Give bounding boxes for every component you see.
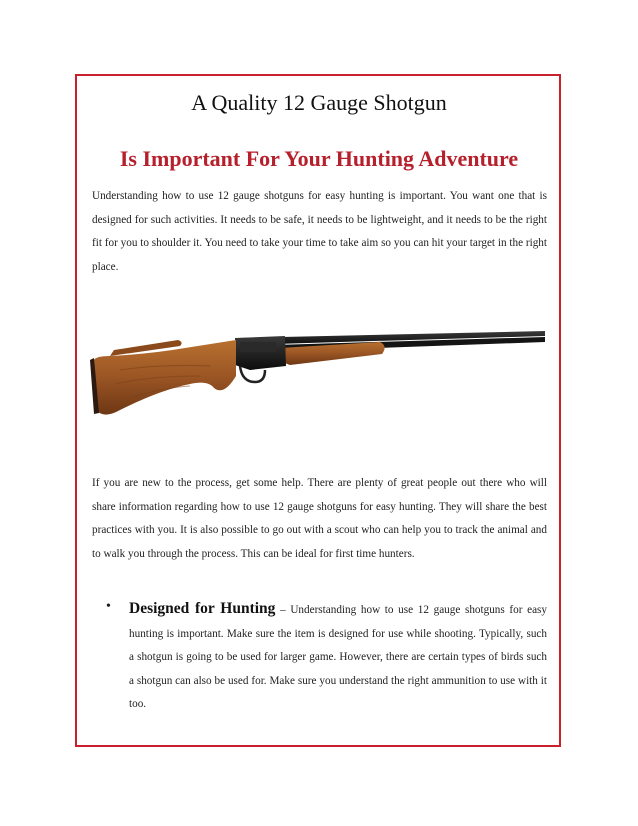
bullet-text	[129, 597, 547, 717]
bullet-body: Understanding how to use 12 gauge shotguns for easy hunting is important. Make sure the item is designed for use while shooting. Typically, such a shotgun is going to be used for larger game. However, there are certain types of birds such a shotgun can also be used for. Make sure you understand the right ammunition to use with it too.	[129, 604, 548, 710]
bullet-heading: Designed for Hunting	[129, 600, 276, 617]
paragraph-intro: Understanding how to use 12 gauge shotguns for easy hunting is important. You want one that is designed for such activities. It needs to be safe, it needs to be lightweight, and it needs to be the right fit for you to shoulder it. You need to take your time to take aim so you can hit your target in the right place.	[92, 190, 547, 273]
shotgun-image	[90, 280, 548, 450]
bullet-separator: –	[275, 604, 291, 616]
article-title: A Quality 12 Gauge Shotgun	[191, 90, 447, 115]
paragraph-help: If you are new to the process, get some help. There are plenty of great people out there who will share information regarding how to use 12 gauge shotguns for easy hunting. They will share the best practices with you. It is also possible to go out with a scout who can help you to track the animal and to walk you through the process. This can be ideal for first time hunters.	[92, 477, 547, 560]
article-subtitle: Is Important For Your Hunting Adventure	[119, 146, 519, 171]
bullet-dot-icon: •	[106, 599, 111, 614]
